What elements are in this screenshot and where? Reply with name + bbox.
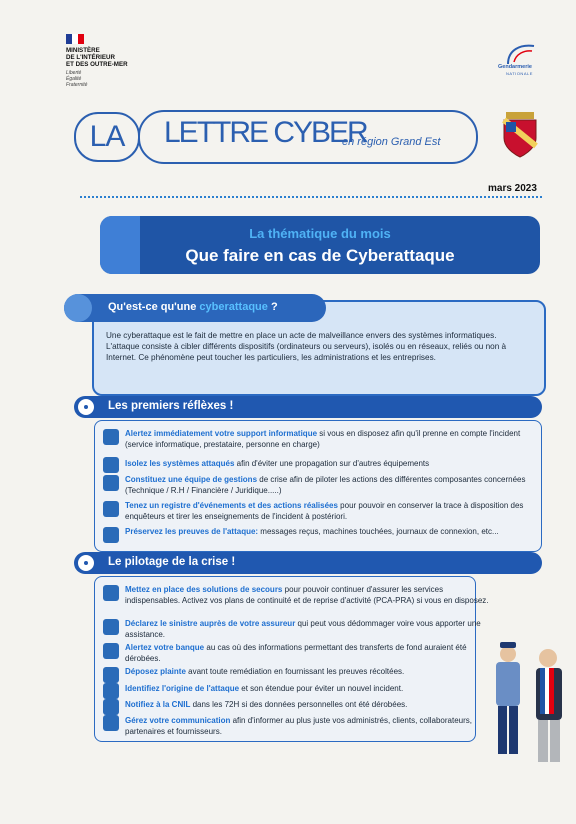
backup-icon (103, 585, 119, 601)
reflexes-box (94, 420, 542, 552)
gendarmerie-emblem-icon (494, 42, 556, 66)
theme-banner (100, 216, 540, 274)
crisis-item: Identifiez l'origine de l'attaque et son étendue pour éviter un nouvel incident. (125, 684, 404, 693)
register-icon (103, 501, 119, 517)
motto-egalite: Égalité (66, 76, 82, 82)
gendarmerie-label: Gendarmerie (498, 64, 532, 70)
network-isolate-icon (103, 457, 119, 473)
ministry-name-line-3: ET DES OUTRE-MER (66, 61, 128, 68)
crisis-box (94, 576, 489, 742)
definition-heading: Qu'est-ce qu'une cyberattaque ? (108, 301, 278, 313)
theme-title: Que faire en cas de Cyberattaque (185, 246, 455, 265)
reflex-item: Isolez les systèmes attaqués afin d'éviter une propagation sur d'autres équipements (125, 459, 430, 468)
reflexes-header (74, 396, 542, 418)
ministry-logo (66, 34, 186, 88)
computer-support-icon (103, 429, 119, 445)
reflex-item: Tenez un registre d'événements et des actions réalisées pour pouvoir en conserver la trace à disposition des enquêteurs et tirer les enseignements de l'incident à postériori. (125, 501, 524, 521)
dotted-divider (80, 196, 542, 198)
theme-kicker: La thématique du mois (249, 226, 391, 241)
complaint-icon (103, 667, 119, 683)
masthead (74, 110, 494, 162)
circle-bullet-icon (64, 294, 92, 322)
masthead-title: LETTRE CYBER (164, 116, 367, 149)
ministry-name-line-1: MINISTÈRE (66, 47, 100, 54)
search-origin-icon (103, 683, 119, 699)
motto-liberte: Liberté (66, 70, 82, 76)
crisis-title: Le pilotage de la crise ! (108, 556, 236, 568)
reflexes-title: Les premiers réflèxes ! (108, 400, 234, 412)
reflex-item: Préservez les preuves de l'attaque: messages reçus, machines touchées, journaux de connexion, etc... (125, 527, 499, 536)
definition-card (92, 300, 546, 396)
insurance-icon (103, 619, 119, 635)
crisis-item: Gérez votre communication afin d'informer au plus juste vos administrés, clients, collaborateurs, partenaires et fournisseurs. (125, 716, 472, 736)
reflex-item: Alertez immédiatement votre support informatique si vous en disposez afin qu'il prenne en compte l'incident (service informatique, prestataire, personne en charge) (125, 429, 521, 449)
gendarmerie-sub: NATIONALE (506, 71, 533, 76)
cnil-icon (103, 699, 119, 715)
gendarmerie-logo (494, 42, 556, 78)
definition-body: Une cyberattaque est le fait de mettre en place un acte de malveillance envers des systèmes informatiques. L'attaque consiste à cibler différents dispositifs (ordinateurs ou serveurs), isolés ou en réseaux, reliés ou non à Internet. Ce phénomène peut toucher les particuliers, les administrations et les entreprises. (106, 331, 507, 362)
crisis-header (74, 552, 542, 574)
team-icon (103, 475, 119, 491)
masthead-la: LA (74, 112, 140, 162)
crisis-item: Déclarez le sinistre auprès de votre assureur qui peut vous dédommager voire vous apporter une assistance. (125, 619, 481, 639)
french-flag-icon (66, 34, 84, 44)
crisis-item: Déposez plainte avant toute remédiation en fournissant les preuves récoltées. (125, 667, 405, 676)
ministry-name-line-2: DE L'INTÉRIEUR (66, 54, 115, 61)
gendarmes-illustration (478, 632, 574, 772)
reflex-item: Constituez une équipe de gestions de crise afin de piloter les actions des différentes composantes concernées (Technique / R.H / Financière / Juridique.....) (125, 475, 526, 495)
definition-heading-pill (64, 294, 326, 322)
issue-date: mars 2023 (488, 183, 537, 194)
motto-fraternite: Fraternité (66, 82, 88, 88)
crisis-item: Mettez en place des solutions de secours pour pouvoir continuer d'assurer les services indispensables. Activez vos plans de continuité et de reprise d'activité (PCA-PRA) si vous en disposez. (125, 585, 489, 605)
bullet-icon (78, 555, 94, 571)
definition-heading-highlight: cyberattaque (199, 301, 268, 313)
region-crest-icon (500, 112, 540, 158)
crisis-item: Notifiez à la CNIL dans les 72H si des données personnelles ont été dérobées. (125, 700, 408, 709)
bank-icon (103, 643, 119, 659)
communication-icon (103, 715, 119, 731)
evidence-icon (103, 527, 119, 543)
masthead-region: en région Grand Est (342, 136, 441, 148)
bullet-icon (78, 399, 94, 415)
crisis-item: Alertez votre banque au cas où des informations permettant des transferts de fond auraient été dérobées. (125, 643, 467, 663)
